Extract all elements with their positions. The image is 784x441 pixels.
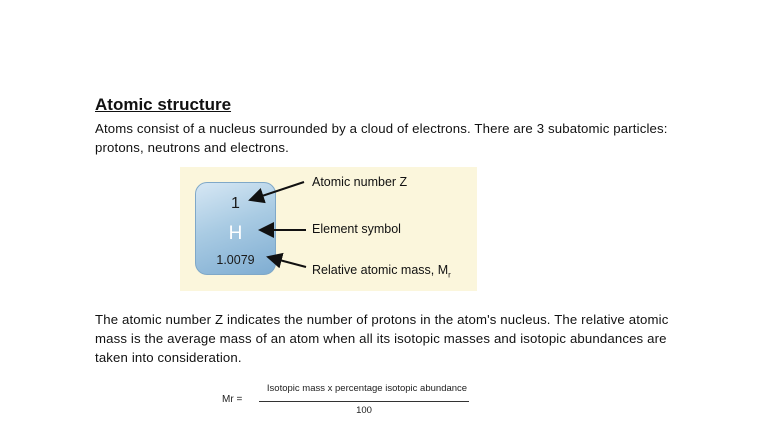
atomic-mass-arrow [268, 257, 306, 267]
formula-lhs: Mr = [222, 394, 243, 405]
atomic-mass-value: 1.0079 [216, 253, 255, 267]
atomic-mass-label-subscript: r [448, 270, 451, 280]
atomic-number-value: 1 [231, 195, 240, 212]
explanation-paragraph: The atomic number Z indicates the number of protons in the atom's nucleus. The relative atomic mass is the average mass of an atom when all its isotopic masses and isotopic abundances are taken into consideration. [95, 312, 669, 365]
relative-mass-formula [222, 383, 482, 423]
atomic-mass-label-text: Relative atomic mass, M [312, 263, 449, 277]
formula-numerator: Isotopic mass x percentage isotopic abundance [266, 383, 468, 394]
intro-paragraph: Atoms consist of a nucleus surrounded by a cloud of electrons. There are 3 subatomic particles: protons, neutrons and electrons. [95, 121, 668, 155]
fraction-bar [259, 401, 469, 402]
element-symbol-label: Element symbol [312, 222, 401, 236]
atomic-mass-label [312, 263, 451, 280]
atomic-number-label: Atomic number Z [312, 175, 408, 189]
element-tile-figure [180, 167, 477, 291]
formula-denominator: 100 [356, 405, 372, 416]
page-title: Atomic structure [95, 95, 232, 114]
element-symbol-value: H [228, 223, 243, 244]
atomic-number-arrow [250, 182, 304, 200]
